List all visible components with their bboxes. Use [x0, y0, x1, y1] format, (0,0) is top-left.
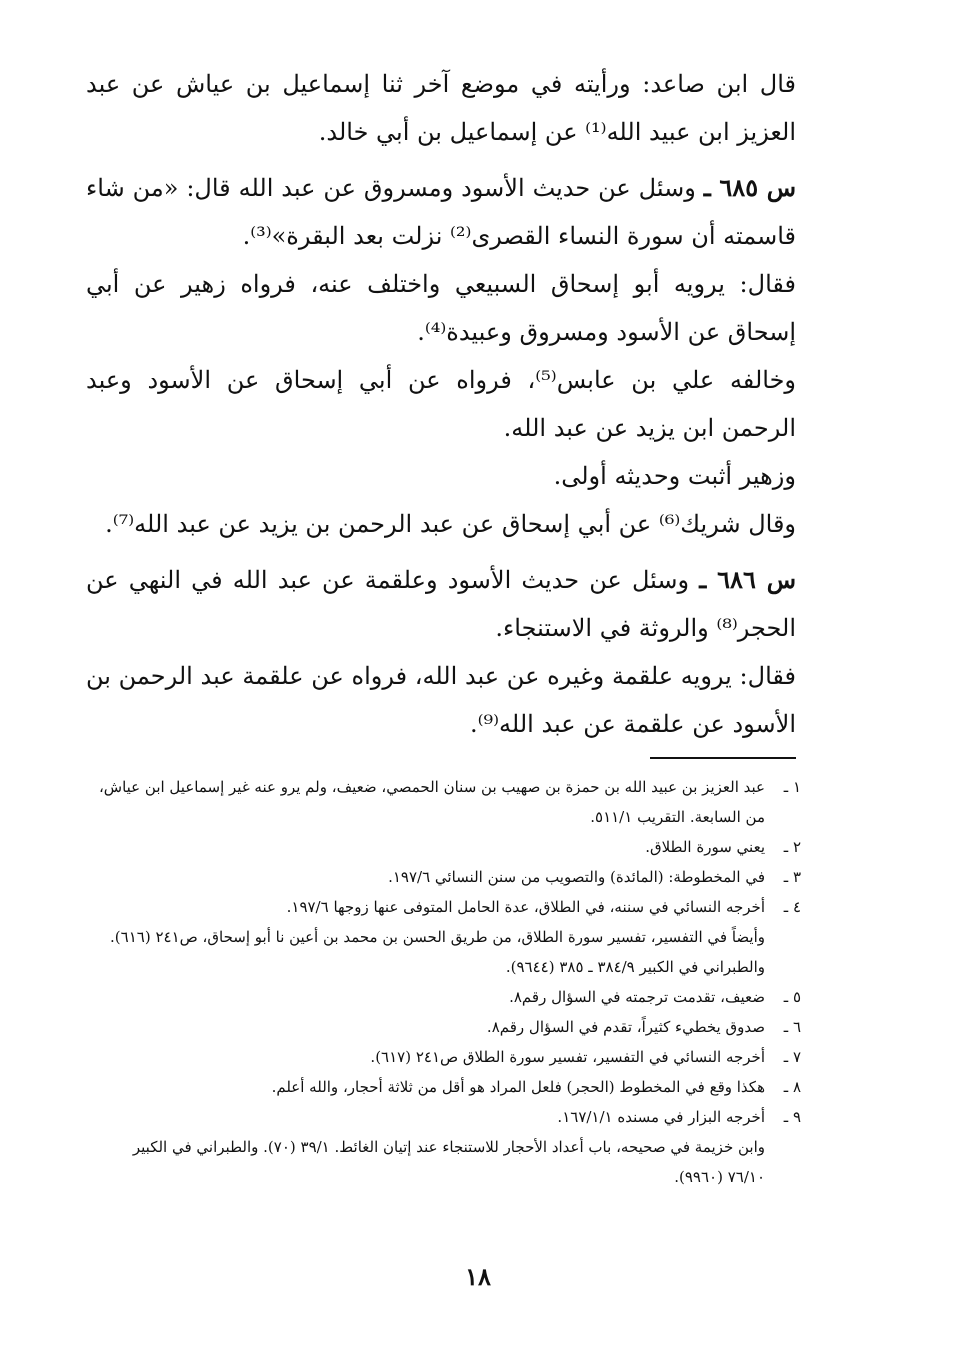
paragraph-ibn-saed: قال ابن صاعد: ورأيته في موضع آخر ثنا إسماعيل بن عياش عن عبد العزيز ابن عبيد الله⁽¹⁾ عن إسماعيل بن أبي خالد. — [86, 70, 796, 146]
question-685-number: س ٦٨٥ ـ — [703, 173, 797, 202]
footnote-text: أخرجه النسائي في سننه، في الطلاق، عدة الحامل المتوفى عنها زوجها ١٩٧/٦. — [286, 898, 765, 916]
footnote-number: ٣ ـ — [783, 868, 801, 886]
footnote-number: ٥ ـ — [783, 988, 801, 1006]
footnote-4 — [92, 892, 801, 922]
footnote-number: ٢ ـ — [783, 838, 801, 856]
footnote-number: ١ ـ — [783, 778, 801, 796]
footnote-text: وأيضاً في التفسير، تفسير سورة الطلاق، من طريق الحسن بن محمد بن أعين نا أبو إسحاق، ص٢٤١ (٦١٦). والطبراني في الكبير ٣٨٤/٩ ـ ٣٨٥ (٩٦٤٤). — [110, 928, 765, 976]
question-685 — [86, 164, 796, 260]
question-686 — [86, 556, 796, 652]
footnote-text: هكذا وقع في المخطوط (الحجر) فلعل المراد هو أقل من ثلاثة أحجار، والله أعلم. — [271, 1078, 765, 1096]
footnote-number: ٩ ـ — [783, 1108, 801, 1126]
footnote-6 — [92, 1012, 801, 1042]
answer-686: فقال: يرويه علقمة وغيره عن عبد الله، فرواه عن علقمة عبد الرحمن بن الأسود عن علقمة عن عبد الله⁽⁹⁾. — [86, 662, 796, 738]
main-text — [86, 60, 796, 748]
footnote-number: ٨ ـ — [783, 1078, 801, 1096]
footnotes — [92, 772, 801, 1192]
footnote-5 — [92, 982, 801, 1012]
footnote-text: ضعيف، تقدمت ترجمته في السؤال رقم٨. — [509, 988, 765, 1006]
footnote-9-continued — [92, 1132, 801, 1192]
footnote-text: صدوق يخطيء كثيراً، تقدم في السؤال رقم٨. — [486, 1018, 765, 1036]
footnote-text: يعني سورة الطلاق. — [645, 838, 765, 856]
page-number: ١٨ — [465, 1262, 491, 1291]
footnote-number: ٤ ـ — [783, 898, 801, 916]
question-686-number: س ٦٨٦ ـ — [699, 565, 797, 594]
footnote-text: عبد العزيز بن عبيد الله بن حمزة بن صهيب بن سنان الحمصي، ضعيف، ولم يرو عنه غير إسماعيل ابن عياش، من السابعة. التقريب ٥١١/١. — [98, 778, 765, 826]
footnote-7 — [92, 1042, 801, 1072]
question-685-text: وسئل عن حديث الأسود ومسروق عن عبد الله قال: «من شاء قاسمته أن سورة النساء القصرى⁽²⁾ نزلت بعد البقرة»⁽³⁾. — [86, 174, 796, 250]
paragraph-sharik: وقال شريك⁽⁶⁾ عن أبي إسحاق عن عبد الرحمن بن يزيد عن عبد الله⁽⁷⁾. — [105, 510, 796, 538]
paragraph-ali-ibn-abis: وخالفه علي بن عابس⁽⁵⁾، فرواه عن أبي إسحاق عن الأسود وعبد الرحمن ابن يزيد عن عبد الله. — [86, 366, 796, 442]
footnote-number: ٦ ـ — [783, 1018, 801, 1036]
footnote-text: أخرجه النسائي في التفسير، تفسير سورة الطلاق ص٢٤١ (٦١٧). — [370, 1048, 765, 1066]
footnote-number: ٧ ـ — [783, 1048, 801, 1066]
footnote-9 — [92, 1102, 801, 1132]
answer-685: فقال: يرويه أبو إسحاق السبيعي واختلف عنه، فرواه زهير عن أبي إسحاق عن الأسود ومسروق وعبيدة⁽⁴⁾. — [86, 270, 796, 346]
footnote-text: وابن خزيمة في صحيحه، باب أعداد الأحجار للاستنجاء عند إتيان الغائط. ٣٩/١ (٧٠). والطبراني في الكبير ٧٦/١٠ (٩٩٦٠). — [132, 1138, 765, 1186]
question-686-text: وسئل عن حديث الأسود وعلقمة عن عبد الله في النهي عن الحجر⁽⁸⁾ والروثة في الاستنجاء. — [86, 566, 796, 642]
footnote-8 — [92, 1072, 801, 1102]
footnote-text: أخرجه البزار في مسنده ١٦٧/١/١. — [557, 1108, 765, 1126]
footnote-4-continued — [92, 922, 801, 982]
footnote-3 — [92, 862, 801, 892]
footnote-text: في المخطوطة: (المائدة) والتصويب من سنن النسائي ١٩٧/٦. — [388, 868, 765, 886]
paragraph-zuhair: وزهير أثبت وحديثه أولى. — [553, 462, 796, 490]
footnote-2 — [92, 832, 801, 862]
footnote-1 — [92, 772, 801, 832]
footnote-divider — [650, 757, 796, 759]
